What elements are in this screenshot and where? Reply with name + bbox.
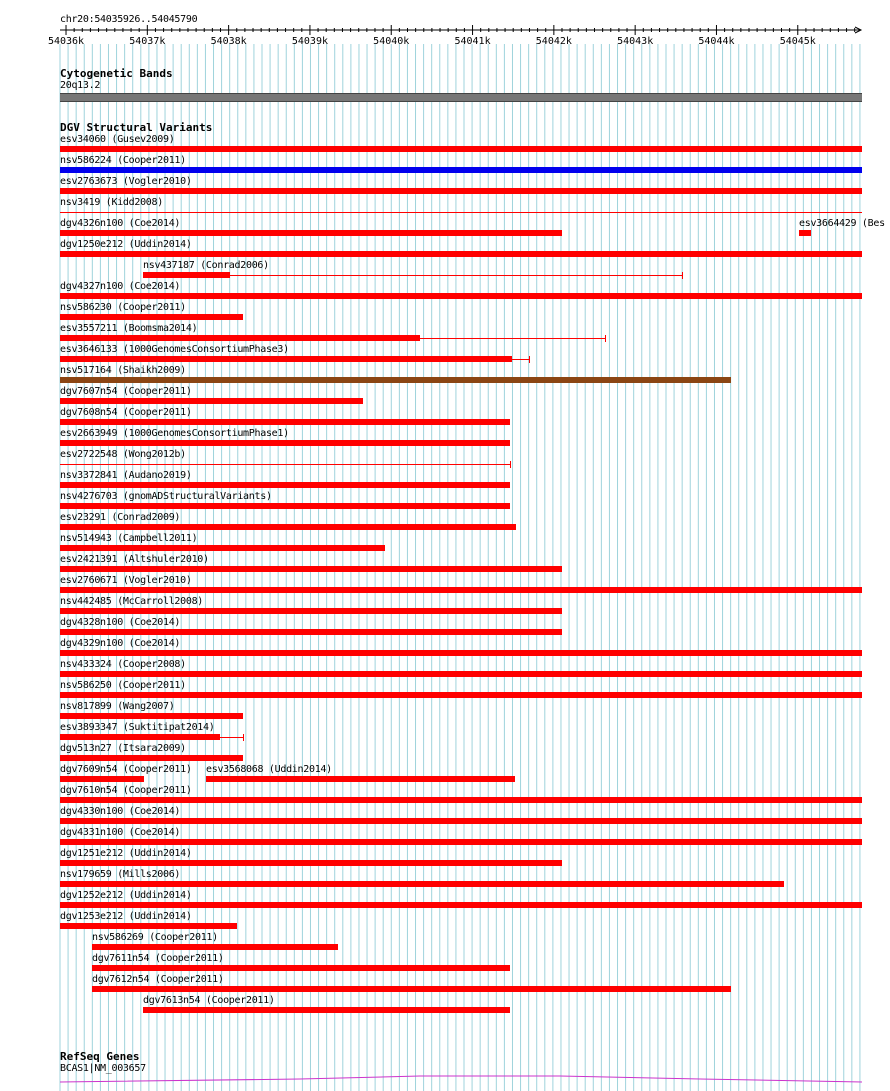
variant-bar[interactable] — [143, 1007, 510, 1013]
variant-bar[interactable] — [206, 776, 515, 782]
variant-bar[interactable] — [60, 692, 862, 698]
refseq-gene-model[interactable] — [0, 1071, 890, 1091]
variant-label[interactable]: nsv179659 (Mills2006) — [60, 869, 181, 880]
variant-label[interactable]: nsv586250 (Cooper2011) — [60, 680, 186, 691]
variant-label[interactable]: dgv1253e212 (Uddin2014) — [60, 911, 192, 922]
variant-label[interactable]: nsv586269 (Cooper2011) — [92, 932, 218, 943]
variant-bar[interactable] — [60, 335, 420, 341]
variant-label[interactable]: esv3557211 (Boomsma2014) — [60, 323, 198, 334]
variant-label[interactable]: dgv7613n54 (Cooper2011) — [143, 995, 275, 1006]
variant-bar[interactable] — [60, 902, 862, 908]
variant-label[interactable]: esv3646133 (1000GenomesConsortiumPhase3) — [60, 344, 289, 355]
variant-bar[interactable] — [60, 482, 510, 488]
variant-whisker-cap — [529, 356, 530, 363]
variant-bar[interactable] — [60, 713, 243, 719]
ruler-tick-label: 54043k — [617, 36, 654, 47]
variant-bar[interactable] — [60, 629, 562, 635]
ruler-tick-label: 54044k — [698, 36, 735, 47]
variant-bar[interactable] — [60, 398, 363, 404]
variant-label[interactable]: nsv433324 (Cooper2008) — [60, 659, 186, 670]
variant-bar[interactable] — [60, 188, 862, 194]
variant-bar[interactable] — [60, 440, 510, 446]
variant-label[interactable]: nsv437187 (Conrad2006) — [143, 260, 269, 271]
variant-label[interactable]: nsv517164 (Shaikh2009) — [60, 365, 186, 376]
variant-whisker — [220, 737, 244, 738]
variant-bar[interactable] — [60, 881, 784, 887]
variant-label[interactable]: dgv1251e212 (Uddin2014) — [60, 848, 192, 859]
variant-bar[interactable] — [60, 587, 862, 593]
variant-label[interactable]: nsv817899 (Wang2007) — [60, 701, 175, 712]
variant-bar[interactable] — [60, 566, 562, 572]
variant-bar[interactable] — [60, 545, 385, 551]
variant-label[interactable]: esv2421391 (Altshuler2010) — [60, 554, 209, 565]
variant-bar[interactable] — [60, 251, 862, 257]
variant-bar[interactable] — [92, 965, 510, 971]
dgv-track-title[interactable]: DGV Structural Variants — [60, 121, 213, 134]
variant-label[interactable]: nsv3372841 (Audano2019) — [60, 470, 192, 481]
variant-label[interactable]: dgv7607n54 (Cooper2011) — [60, 386, 192, 397]
ruler-tick-label: 54045k — [779, 36, 816, 47]
variant-label[interactable]: dgv4328n100 (Coe2014) — [60, 617, 181, 628]
variant-bar[interactable] — [60, 860, 562, 866]
variant-label[interactable]: nsv3419 (Kidd2008) — [60, 197, 163, 208]
variant-label[interactable]: dgv7612n54 (Cooper2011) — [92, 974, 224, 985]
variant-label[interactable]: dgv7608n54 (Cooper2011) — [60, 407, 192, 418]
variant-label[interactable]: esv3568068 (Uddin2014) — [206, 764, 332, 775]
variant-bar[interactable] — [60, 230, 562, 236]
variant-whisker — [230, 275, 682, 276]
variant-label[interactable]: nsv514943 (Campbell2011) — [60, 533, 198, 544]
variant-label[interactable]: dgv7609n54 (Cooper2011) — [60, 764, 192, 775]
variant-label[interactable]: nsv586224 (Cooper2011) — [60, 155, 186, 166]
variant-bar[interactable] — [60, 671, 862, 677]
variant-whisker — [512, 359, 529, 360]
cytoband-label: 20q13.2 — [60, 80, 101, 91]
variant-bar[interactable] — [60, 146, 862, 152]
variant-label[interactable]: nsv442485 (McCarroll2008) — [60, 596, 204, 607]
variant-label[interactable]: esv23291 (Conrad2009) — [60, 512, 181, 523]
ruler-tick-label: 54037k — [129, 36, 166, 47]
refseq-track-title[interactable]: RefSeq Genes — [60, 1050, 140, 1063]
variant-label[interactable]: esv2722548 (Wong2012b) — [60, 449, 186, 460]
location-label: chr20:54035926..54045790 — [60, 14, 198, 25]
gene-intron-line — [60, 1076, 862, 1082]
ruler-tick-label: 54041k — [454, 36, 491, 47]
variant-label[interactable]: dgv4331n100 (Coe2014) — [60, 827, 181, 838]
variant-label[interactable]: esv2763673 (Vogler2010) — [60, 176, 192, 187]
variant-label[interactable]: esv34060 (Gusev2009) — [60, 134, 175, 145]
variant-bar[interactable] — [799, 230, 811, 236]
variant-whisker-cap — [605, 335, 606, 342]
variant-label[interactable]: dgv1250e212 (Uddin2014) — [60, 239, 192, 250]
ruler-tick-label: 54038k — [210, 36, 247, 47]
variant-label[interactable]: esv3664429 (Bes — [799, 218, 885, 229]
variant-bar[interactable] — [60, 923, 237, 929]
variant-whisker — [420, 338, 605, 339]
variant-label[interactable]: dgv4327n100 (Coe2014) — [60, 281, 181, 292]
variant-label[interactable]: esv2663949 (1000GenomesConsortiumPhase1) — [60, 428, 289, 439]
variant-bar[interactable] — [60, 503, 510, 509]
variant-bar[interactable] — [60, 356, 512, 362]
variant-bar[interactable] — [60, 776, 144, 782]
variant-bar[interactable] — [60, 524, 516, 530]
variant-bar[interactable] — [60, 419, 510, 425]
variant-label[interactable]: esv2760671 (Vogler2010) — [60, 575, 192, 586]
variant-label[interactable]: dgv1252e212 (Uddin2014) — [60, 890, 192, 901]
variant-label[interactable]: nsv586230 (Cooper2011) — [60, 302, 186, 313]
refseq-gene-label[interactable]: BCAS1|NM_003657 — [60, 1063, 146, 1074]
variant-bar[interactable] — [143, 272, 230, 278]
ruler-tick-label: 54036k — [47, 36, 85, 47]
variant-end-cap — [510, 461, 511, 468]
variant-whisker-cap — [243, 734, 244, 741]
variant-label[interactable]: dgv4330n100 (Coe2014) — [60, 806, 181, 817]
variant-bar[interactable] — [60, 839, 862, 845]
variant-label[interactable]: dgv513n27 (Itsara2009) — [60, 743, 186, 754]
variant-bar[interactable] — [60, 734, 220, 740]
variant-bar[interactable] — [92, 944, 338, 950]
variant-bar[interactable] — [60, 167, 862, 173]
variant-bar[interactable] — [60, 797, 862, 803]
variant-label[interactable]: nsv4276703 (gnomADStructuralVariants) — [60, 491, 272, 502]
variant-label[interactable]: dgv4326n100 (Coe2014) — [60, 218, 181, 229]
variant-bar[interactable] — [60, 212, 862, 213]
ruler-tick-label: 54040k — [373, 36, 410, 47]
variant-bar[interactable] — [60, 314, 243, 320]
variant-bar[interactable] — [60, 293, 862, 299]
variant-bar[interactable] — [60, 608, 562, 614]
ruler-tick-label: 54042k — [535, 36, 572, 47]
variant-label[interactable]: dgv7610n54 (Cooper2011) — [60, 785, 192, 796]
variant-bar[interactable] — [60, 377, 731, 383]
variant-label[interactable]: dgv4329n100 (Coe2014) — [60, 638, 181, 649]
variant-bar[interactable] — [60, 650, 862, 656]
variant-label[interactable]: esv3893347 (Suktitipat2014) — [60, 722, 215, 733]
cytoband-track-title[interactable]: Cytogenetic Bands — [60, 67, 173, 80]
variant-bar[interactable] — [60, 755, 243, 761]
variant-whisker-cap — [682, 272, 683, 279]
variant-bar[interactable] — [60, 818, 862, 824]
variant-label[interactable]: dgv7611n54 (Cooper2011) — [92, 953, 224, 964]
variant-bar[interactable] — [92, 986, 731, 992]
ruler-tick-label: 54039k — [291, 36, 328, 47]
variant-bar[interactable] — [60, 464, 510, 465]
